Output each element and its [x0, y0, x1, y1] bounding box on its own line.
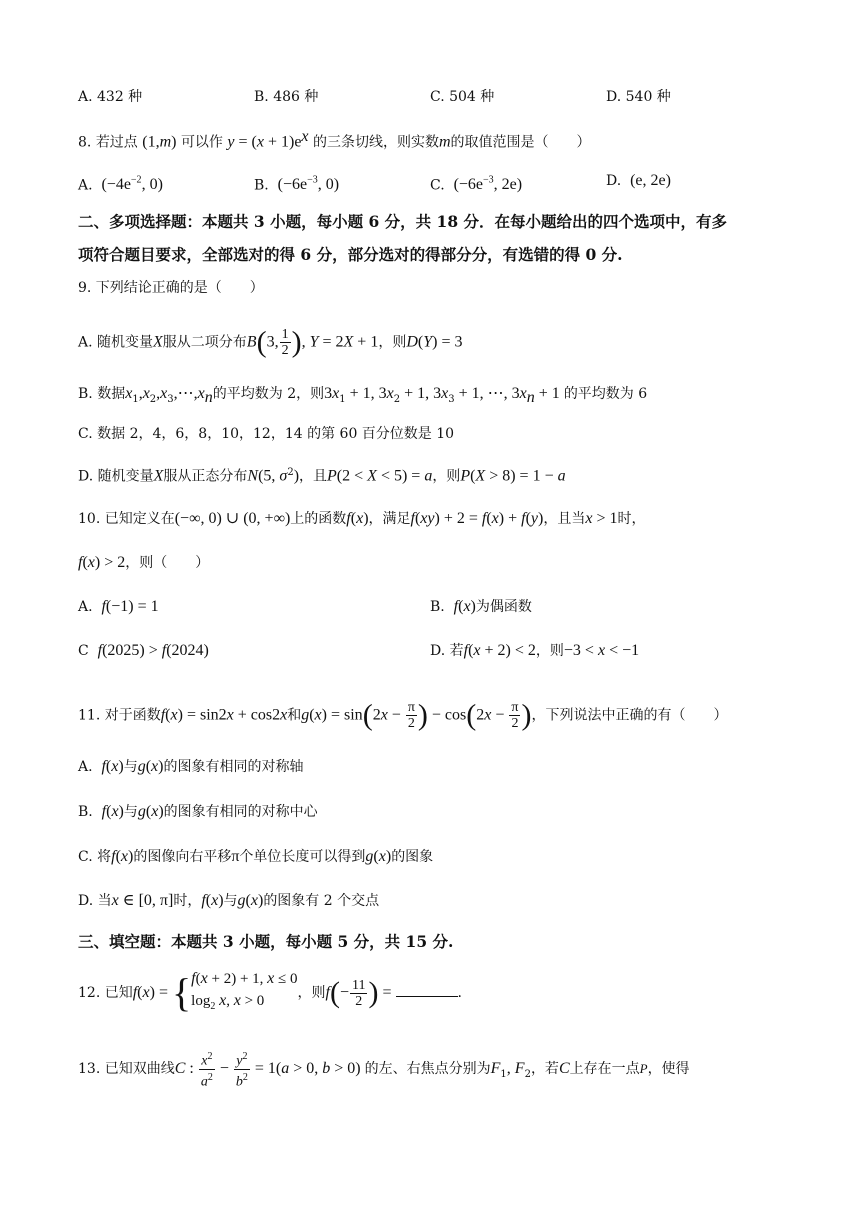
q9-d-text: ，且: [299, 468, 328, 485]
q9-d-text: D. 随机变量: [78, 468, 154, 485]
q9-b-text: 的平均数为 2，则: [212, 386, 325, 402]
q9-d-text: ，则: [432, 468, 461, 485]
section-3-heading: 三、填空题：本题共 3 小题，每小题 5 分，共 15 分.: [78, 932, 454, 951]
option-label: C.: [430, 177, 445, 194]
section-2-heading-line1: 二、多项选择题：本题共 3 小题，每小题 6 分，共 18 分．在每小题给出的四个选项中，有多: [78, 212, 728, 231]
option-label: C: [78, 643, 89, 659]
q10-stem: 10. 已知定义在(−∞, 0) ∪ (0, +∞)上的函数f(x)，满足f(xy) + 2 = f(x) + f(y)，且当x > 1时，: [78, 510, 646, 527]
q11-text: 和: [287, 707, 302, 724]
q11-number: 11.: [78, 707, 101, 724]
q8-option-c: C. ($-6e^{-3}$, 2e): [430, 175, 523, 194]
q10-text: ，且当: [543, 511, 586, 527]
q12-text: ，则: [297, 985, 326, 1001]
q10-number: 10.: [78, 511, 101, 527]
q10-option-d: D. 若f(x + 2) < 2，则−3 < x < −1: [430, 642, 640, 659]
q11-text: 个单位长度可以得到: [239, 849, 366, 865]
q9-option-b: B. 数据$x_1,x_2,x_3,\cdots,x_n$的平均数为 2，则$3x_1 + 1$, $3x_2 + 1$, $3x_3 + 1$, ⋯, $3x_n + 1$ 的平均数为 6: [78, 385, 648, 406]
q10-option-b: B. f(x)为偶函数: [430, 598, 532, 615]
q11-text: 与: [223, 893, 238, 909]
q7-option-d: D. 540 种: [606, 89, 671, 105]
q10-option-c: C f(2025) > f(2024): [78, 642, 209, 659]
q9-stem: 9. 下列结论正确的是（ ）: [78, 280, 264, 296]
q8-option-a: A. ($-4e^{-2}$, 0): [78, 175, 163, 194]
q8-text: 可以作: [180, 134, 223, 151]
q11-option-c: C. 将f(x)的图像向右平移π个单位长度可以得到g(x)的图象: [78, 848, 434, 865]
q8-text: 的三条切线，则实数: [312, 134, 439, 151]
q11-text: 的图象: [391, 849, 434, 865]
q13-text: ，使得: [647, 1061, 690, 1078]
option-label: A.: [78, 599, 93, 615]
q9-b-text: B. 数据: [78, 386, 126, 402]
q12-stem: 12. 已知f(x) = { f(x + 2) + 1, x ≤ 0 $\log_2 x$, x > 0 ，则f(− $\frac{11}{2}$ ) = .: [78, 970, 462, 1015]
q11-text: 的图像向右平移: [133, 849, 232, 865]
option-label: A.: [78, 177, 93, 194]
q11-stem: 11. 对于函数f(x) = sin2x + cos2x和g(x) = sin(2x − $\frac{\pi}{2}$ ) − cos(2x − $\frac{\pi}{2}$ )，下列说法中正确的有（ ）: [78, 698, 728, 732]
q12-text: .: [457, 985, 462, 1001]
q7-option-b: B. 486 种: [254, 89, 319, 105]
q11-text: 的图象有相同的对称中心: [163, 804, 318, 820]
q8-text: 若过点: [95, 134, 138, 151]
q7-option-a: A. 432 种: [78, 89, 143, 105]
q10-text: ，满足: [368, 511, 411, 527]
q8-option-b: B. ($-6e^{-3}$, 0): [254, 175, 340, 194]
q11-text: 时，: [173, 893, 202, 909]
q9-b-text: 的平均数为 6: [563, 386, 648, 402]
q13-text: 上存在一点: [569, 1061, 640, 1078]
q10-text: 已知定义在: [104, 511, 175, 527]
q11-option-a: A. f(x)与g(x)的图象有相同的对称轴: [78, 758, 304, 775]
q8-number: 8.: [78, 134, 92, 151]
q9-d-text: 服从正态分布: [163, 468, 248, 485]
answer-blank[interactable]: [396, 982, 458, 997]
option-label: A.: [78, 759, 93, 775]
pi-symbol: π: [231, 848, 240, 865]
q11-text: 的图象有相同的对称轴: [163, 759, 304, 775]
q11-text: 的图象有 2 个交点: [263, 893, 380, 909]
q13-text: 已知双曲线: [104, 1061, 175, 1078]
q11-text: 对于函数: [104, 707, 161, 724]
q10-stem-cont: f(x) > 2，则（ ）: [78, 554, 210, 571]
q11-option-b: B. f(x)与g(x)的图象有相同的对称中心: [78, 803, 318, 820]
option-label: B.: [430, 599, 445, 615]
q9-option-a: A. 随机变量X服从二项分布B(3, $\frac{1}{2}$ ), Y = 2X + 1，则D(Y) = 3: [78, 325, 463, 359]
q11-option-d: D. 当x ∈ [0, π]时，f(x)与g(x)的图象有 2 个交点: [78, 892, 380, 909]
q10-option-a: A. f(−1) = 1: [78, 598, 159, 615]
q13-number: 13.: [78, 1061, 101, 1078]
option-label: D.: [606, 173, 622, 189]
q8-option-d: D. (e, 2e): [606, 172, 671, 189]
q10-d-text: ，则: [535, 643, 564, 659]
q12-number: 12.: [78, 985, 101, 1001]
q13-stem: 13. 已知双曲线C : $\frac{x^2}{a^2}$ − $\frac{y^2}{b^2}$ = 1(a > 0, b > 0) 的左、右焦点分别为$F_1$, $F_2$，若C上存在一点P，使得: [78, 1051, 690, 1090]
q12-text: 已知: [104, 985, 133, 1001]
option-label: C. 将: [78, 849, 112, 865]
q8-stem: 8. 若过点 (1,m) 可以作 $y = (x + 1)e^x$ 的三条切线，则实数m的取值范围是（ ）: [78, 128, 591, 151]
q11-text: ，下列说法中正确的有（ ）: [531, 707, 728, 724]
q13-text: ，若: [530, 1061, 559, 1078]
option-label: D. 若: [430, 643, 464, 659]
option-label: D. 当: [78, 893, 112, 909]
option-label: B.: [78, 804, 93, 820]
q10-text: 上的函数: [290, 511, 347, 527]
q11-text: 与: [123, 804, 138, 820]
q11-text: 与: [123, 759, 138, 775]
q10-text: ，则（ ）: [125, 555, 210, 571]
option-label: B.: [254, 177, 269, 194]
q8-text: 的取值范围是（ ）: [450, 134, 591, 151]
q9-a-text: 服从二项分布: [162, 334, 247, 351]
section-2-heading-line2: 项符合题目要求，全部选对的得 6 分，部分选对的得部分分，有选错的得 0 分.: [78, 245, 623, 264]
q9-option-d: D. 随机变量X服从正态分布N(5, $\sigma^2$)，且P(2 < X < 5) = a，则P(X > 8) = 1 − a: [78, 467, 566, 485]
q9-option-c: C. 数据 2，4，6，8，10，12，14 的第 60 百分位数是 10: [78, 426, 455, 442]
q13-text: 的左、右焦点分别为: [364, 1061, 491, 1078]
q7-option-c: C. 504 种: [430, 89, 495, 105]
q9-a-text: ，则: [378, 334, 407, 351]
q10-b-text: 为偶函数: [475, 599, 532, 615]
q9-a-text: A. 随机变量: [78, 334, 154, 351]
q10-text: 时，: [617, 511, 646, 527]
